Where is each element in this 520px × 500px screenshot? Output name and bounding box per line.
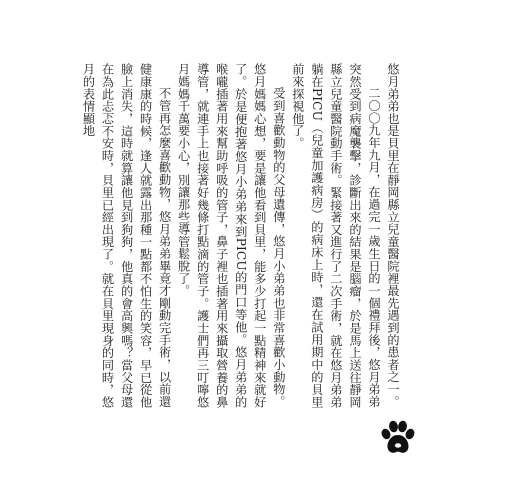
paragraph-2: 二〇〇九年九月，在過完一歲生日的一個禮拜後，悠月弟弟突然受到病魔襲擊，診斷出來的結果是腦瘤，於是馬上送往靜岡縣立兒童醫院動手術。緊接著又進行了二次手術，就在悠月弟弟躺在PICU（兒童加護病房）的病床上時，還在試用期中的貝里前來探視他了。: [290, 63, 381, 408]
paw-toe-2: [388, 420, 398, 433]
paragraph-1: 悠月弟弟也是貝里在靜岡縣立兒童醫院裡最先遇到的患者之一。: [386, 63, 400, 408]
paw-pad-mark: [395, 443, 401, 447]
vertical-text-body: [81, 63, 402, 408]
paw-toe-3: [397, 420, 407, 433]
paragraph-4: 不管再怎麼喜歡動物，悠月弟弟畢竟才剛動完手術，以前還健康康的時候，逢人就露出那種一點都不怕生的笑容，早已從他臉上消失，這時就算讓他見到狗狗，他真的會高興嗎？當父母還在為此忐忑不安時，貝里已經出現了。就在貝里現身的同時，悠月的表情顯地: [81, 63, 172, 408]
paragraph-3: 受到喜歡動物的父母遺傳，悠月小弟弟也非常喜歡小動物。悠月媽媽心想，要是讓他看到貝里，能多少打起一點精神來就好了。於是便抱著悠月小弟弟來到PICU的門口等他。悠月弟弟的喉嚨插著用來幫助呼吸的管子，鼻子裡也插著用來攝取營養的鼻導管，就連手上也接著好幾條打點滴的管子。護士們再三叮嚀悠月媽媽千萬要小心，別讓那些導管鬆脫了。: [176, 63, 286, 408]
paw-print-icon: [378, 418, 418, 458]
